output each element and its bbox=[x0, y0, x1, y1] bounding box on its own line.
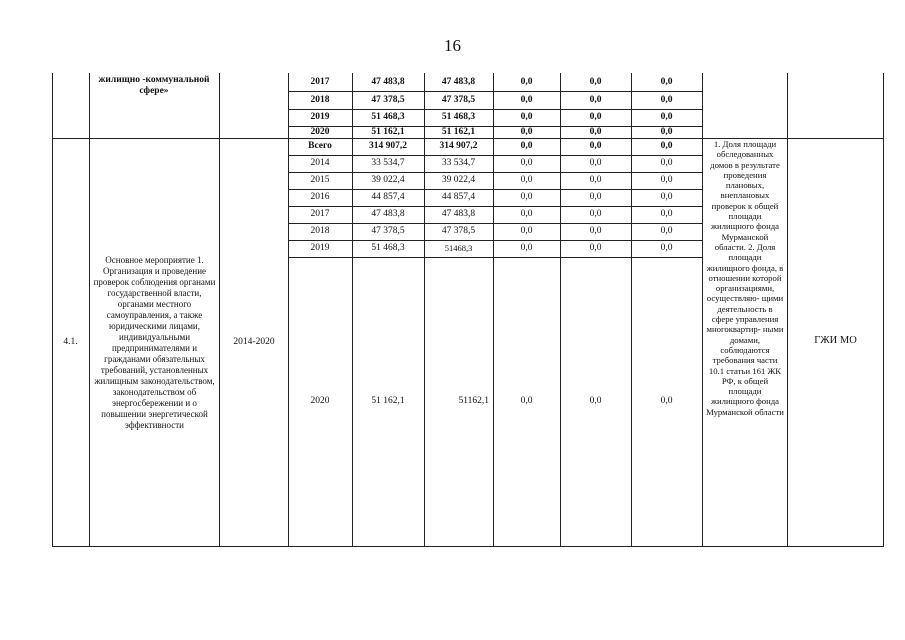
total-cell: 47 378,5 bbox=[371, 226, 405, 236]
table-row bbox=[288, 91, 702, 109]
local-cell: 0,0 bbox=[589, 126, 602, 137]
table-row bbox=[288, 189, 702, 206]
federal-cell: 0,0 bbox=[520, 158, 533, 168]
regional-cell: 51468,3 bbox=[444, 243, 473, 253]
other-cell: 0,0 bbox=[660, 243, 673, 253]
local-cell: 0,0 bbox=[589, 243, 602, 253]
other-cell: 0,0 bbox=[660, 94, 673, 105]
local-cell: 0,0 bbox=[589, 192, 602, 202]
federal-cell: 0,0 bbox=[520, 175, 533, 185]
other-cell: 0,0 bbox=[660, 76, 673, 87]
year-cell: 2019 bbox=[310, 112, 330, 122]
federal-cell: 0,0 bbox=[520, 192, 533, 202]
local-cell: 0,0 bbox=[589, 94, 602, 105]
other-cell: 0,0 bbox=[660, 396, 673, 406]
total-cell: 47 378,5 bbox=[371, 94, 405, 105]
regional-cell: 39 022,4 bbox=[441, 175, 476, 185]
local-cell: 0,0 bbox=[589, 141, 602, 151]
page-number: 16 bbox=[444, 36, 461, 55]
table-row bbox=[288, 138, 702, 155]
total-cell: 47 483,8 bbox=[371, 209, 405, 219]
year-cell: 2017 bbox=[310, 209, 330, 219]
other-cell: 0,0 bbox=[660, 209, 673, 219]
year-cell: 2015 bbox=[310, 175, 330, 185]
executor-cell: ГЖИ МО bbox=[814, 335, 857, 346]
regional-cell: 33 534,7 bbox=[441, 158, 476, 168]
federal-cell: 0,0 bbox=[520, 126, 533, 137]
regional-cell: 314 907,2 bbox=[439, 141, 478, 151]
federal-cell: 0,0 bbox=[520, 76, 533, 87]
local-cell: 0,0 bbox=[589, 396, 602, 406]
total-cell: 33 534,7 bbox=[371, 158, 405, 168]
total-cell: 51 162,1 bbox=[371, 126, 405, 137]
year-cell: 2018 bbox=[310, 226, 330, 236]
table-row bbox=[288, 73, 702, 91]
local-cell: 0,0 bbox=[589, 175, 602, 185]
local-cell: 0,0 bbox=[589, 209, 602, 219]
other-cell: 0,0 bbox=[660, 126, 673, 137]
federal-cell: 0,0 bbox=[520, 396, 533, 406]
federal-cell: 0,0 bbox=[520, 243, 533, 253]
year-cell: 2018 bbox=[310, 94, 330, 105]
row-number: 4.1. bbox=[63, 337, 78, 347]
regional-cell: 51 468,3 bbox=[441, 112, 476, 122]
local-cell: 0,0 bbox=[589, 226, 602, 236]
regional-cell: 44 857,4 bbox=[441, 192, 476, 202]
local-cell: 0,0 bbox=[589, 76, 602, 87]
regional-cell: 47 483,8 bbox=[441, 209, 476, 219]
regional-cell: 47 378,5 bbox=[441, 94, 476, 105]
table-row bbox=[288, 155, 702, 172]
year-cell: 2020 bbox=[310, 396, 330, 406]
regional-cell: 47 483,8 bbox=[441, 76, 476, 87]
other-cell: 0,0 bbox=[660, 112, 673, 122]
other-cell: 0,0 bbox=[660, 192, 673, 202]
federal-cell: 0,0 bbox=[520, 141, 533, 151]
total-cell: 47 483,8 bbox=[371, 76, 405, 87]
local-cell: 0,0 bbox=[589, 158, 602, 168]
other-cell: 0,0 bbox=[660, 226, 673, 236]
table-row bbox=[288, 257, 702, 546]
year-cell: Всего bbox=[308, 141, 332, 151]
year-cell: 2017 bbox=[310, 76, 330, 87]
year-cell: 2019 bbox=[310, 243, 330, 253]
task-text: жилищно -коммунальной сфере» bbox=[98, 75, 210, 96]
other-cell: 0,0 bbox=[660, 158, 673, 168]
total-cell: 51 468,3 bbox=[371, 112, 405, 122]
total-cell: 51 468,3 bbox=[371, 243, 405, 253]
regional-cell: 51 162,1 bbox=[441, 126, 476, 137]
year-cell: 2014 bbox=[310, 158, 330, 168]
federal-cell: 0,0 bbox=[520, 94, 533, 105]
local-cell: 0,0 bbox=[589, 112, 602, 122]
activity-name: Основное мероприятие 1. Организация и проведение проверок соблюдения органами государственной власти, органами местного самоуправления, а также юридическими лицами, индивидуальными предпринимателями и гражданами обязательных требований, установленных жилищным законодательством, законодательством об энергосбережении и о повышении энергетической эффективности bbox=[93, 254, 216, 430]
indicators-text: 1. Доля площади обследованных домов в результате проведения плановых, внеплановых проверок к общей площади жилищного фонда Мурманской области. 2. Доля площади жилищного фонда, в отношении которой организациями, осуществляю- щими деятельность в сфере управления многоквартир- ными домами, соблюдаются требования части 10.1 статьи 161 ЖК РФ, к общей площади жилищного фонда Мурманской области bbox=[706, 139, 784, 417]
table-row bbox=[288, 223, 702, 240]
table-row bbox=[288, 240, 702, 257]
total-cell: 51 162,1 bbox=[371, 396, 405, 406]
regional-cell: 51162,1 bbox=[458, 396, 489, 406]
regional-cell: 47 378,5 bbox=[441, 226, 476, 236]
other-cell: 0,0 bbox=[660, 141, 673, 151]
year-cell: 2016 bbox=[310, 192, 330, 202]
table-row bbox=[288, 206, 702, 223]
program-table bbox=[52, 73, 884, 547]
period-cell: 2014-2020 bbox=[233, 337, 275, 347]
federal-cell: 0,0 bbox=[520, 112, 533, 122]
other-cell: 0,0 bbox=[660, 175, 673, 185]
table-row bbox=[288, 172, 702, 189]
total-cell: 314 907,2 bbox=[369, 141, 407, 151]
year-cell: 2020 bbox=[310, 126, 330, 137]
total-cell: 39 022,4 bbox=[371, 175, 405, 185]
table-row bbox=[288, 109, 702, 126]
table-row bbox=[288, 126, 702, 138]
grid-line bbox=[883, 73, 884, 547]
total-cell: 44 857,4 bbox=[371, 192, 405, 202]
grid-line bbox=[52, 546, 884, 547]
federal-cell: 0,0 bbox=[520, 226, 533, 236]
federal-cell: 0,0 bbox=[520, 209, 533, 219]
